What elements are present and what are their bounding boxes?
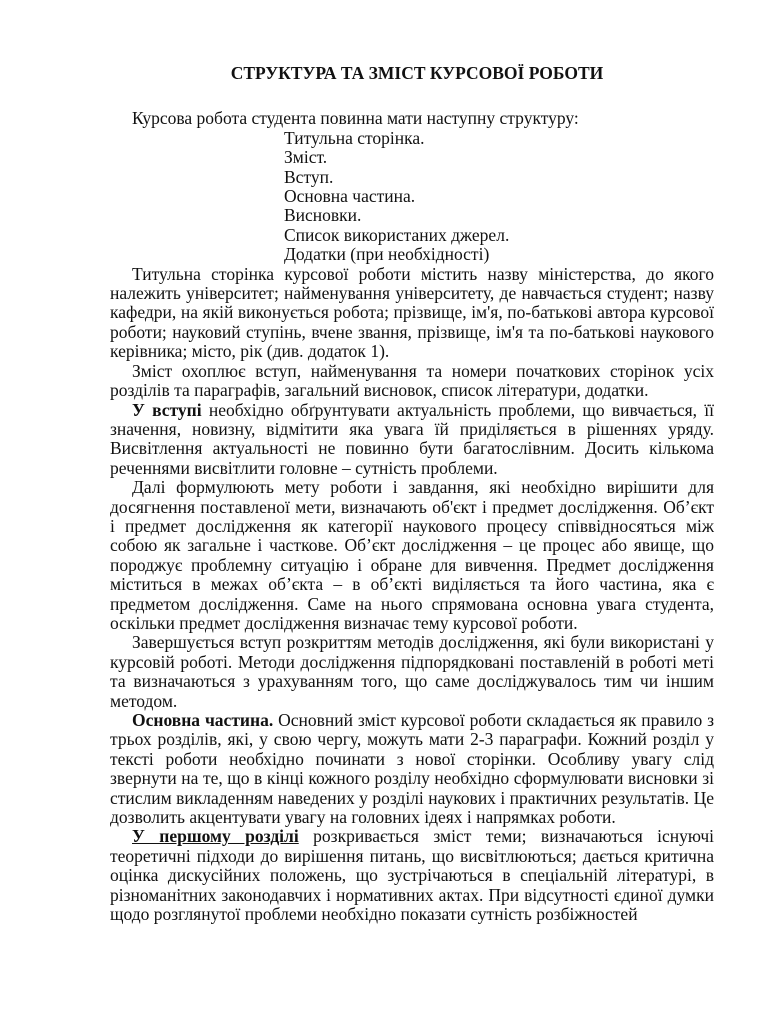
paragraph-text: Завершується вступ розкриттям методів дослідження, які були використані у курсовій роботі. Методи дослідження підпорядковані поставленій в роботі меті та визначаються з урахуванням того, що саме досліджувалось тим чи іншим методом. <box>110 632 714 711</box>
structure-list <box>110 129 714 265</box>
structure-item: Висновки. <box>284 205 362 226</box>
paragraph-introduction <box>110 401 714 479</box>
paragraph-title-page <box>110 265 714 362</box>
paragraph-goals <box>110 478 714 633</box>
intro-text: Курсова робота студента повинна мати наступну структуру: <box>132 108 579 129</box>
structure-item: Зміст. <box>284 147 328 168</box>
paragraph-text: Титульна сторінка курсової роботи містить назву міністерства, до якого належить університет; найменування університету, де навчається студент; назву кафедри, на якій виконується робота; прізвище, ім'я, по-батькові автора курсової роботи; науковий ступінь, вчене звання, прізвище, ім'я та по-батькові наукового керівника; місто, рік (див. додаток 1). <box>110 263 714 362</box>
paragraph-methods <box>110 633 714 711</box>
paragraph-lead: У першому розділі <box>132 826 299 847</box>
structure-item: Титульна сторінка. <box>284 127 425 148</box>
paragraph-text: Основний зміст курсової роботи складається як правило з трьох розділів, які, у свою чергу, можуть мати 2-3 параграфи. Кожний розділ у тексті роботи необхідно починати з нової сторінки. Особливу увагу слід звернути на те, що в кінці кожного розділу необхідно сформулювати висновки зі стислим викладенням наведених у розділі наукових і практичних результатів. Це дозволить акцентувати увагу на головних ідеях і напрямках роботи. <box>110 710 714 828</box>
paragraph-contents <box>110 362 714 401</box>
paragraph-text: Зміст охоплює вступ, найменування та номери початкових сторінок усіх розділів та параграфів, загальний висновок, список літератури, додатки. <box>110 360 714 401</box>
paragraph-lead: Основна частина. <box>132 710 274 730</box>
structure-item: Список використаних джерел. <box>284 224 510 245</box>
structure-item: Основна частина. <box>284 186 416 207</box>
paragraph-main-part <box>110 711 714 827</box>
paragraph-text: Далі формулюють мету роботи і завдання, які необхідно вирішити для досягнення поставленої мети, визначають об'єкт і предмет дослідження. Об’єкт і предмет дослідження як категорії наукового процесу співвідносяться між собою як загальне і часткове. Об’єкт дослідження – це процес або явище, що породжує проблемну ситуацію і обране для вивчення. Предмет дослідження міститься в межах об’єкта – в об’єкті виділяється та його частина, яка є предметом дослідження. Саме на нього спрямована основна увага студента, оскільки предмет дослідження визначає тему курсової роботи. <box>110 477 714 633</box>
structure-item: Вступ. <box>284 166 334 187</box>
paragraph-lead: У вступі <box>132 399 202 420</box>
paragraph-text: необхідно обґрунтувати актуальність проблеми, що вивчається, її значення, новизну, відмітити яка увага їй приділяється в рішеннях уряду. Висвітлення актуальності не повинно бути багатослівним. Досить кількома реченнями висвітлити головне – сутність проблеми. <box>110 399 714 478</box>
paragraph-text: розкривається зміст теми; визначаються існуючі теоретичні підходи до вирішення питань, що висвітлюються; дається критична оцінка дискусійних положень, що зустрічаються в спеціальній літературі, в різноманітних законодавчих і нормативних актах. При відсутності єдиної думки щодо розглянутої проблеми необхідно показати сутність розбіжностей <box>110 826 714 925</box>
structure-item: Додатки (при необхідності) <box>284 244 490 265</box>
page-title: СТРУКТУРА ТА ЗМІСТ КУРСОВОЇ РОБОТИ <box>230 63 604 83</box>
paragraph-first-chapter <box>110 827 714 924</box>
